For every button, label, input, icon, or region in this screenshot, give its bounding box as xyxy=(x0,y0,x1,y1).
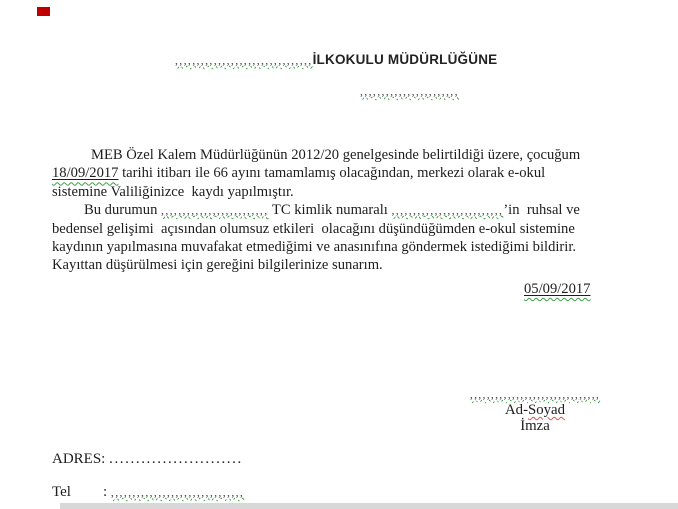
birth-date-text: 18/09/2017 xyxy=(52,165,119,182)
click-location-marker xyxy=(37,7,50,16)
salutation-placeholder-field[interactable]: ,,,,,,,,,,,,,,,,,,,,,,,,,,,,,,,, xyxy=(175,53,313,67)
paragraph2-line1-text-a: Bu durumun xyxy=(84,202,162,219)
signature-name-prefix: Ad- xyxy=(504,402,528,418)
paragraph1-line2-text: tarihi itibarı ile 66 ayını tamamlamış olacağından, merkezi olarak e-okul xyxy=(118,165,546,182)
letter-date xyxy=(524,281,590,298)
signature-line-row xyxy=(451,385,619,403)
address-row xyxy=(52,451,243,468)
phone-row xyxy=(52,484,244,501)
recipient-placeholder-field[interactable]: ,,,,,,,,,,,,,,,,,,,,,,, xyxy=(360,84,459,98)
page-bottom-edge xyxy=(60,503,678,509)
recipient-placeholder-row xyxy=(360,82,459,100)
signature-name-misspelled: Soyad xyxy=(528,402,565,418)
letter-date-text: 05/09/2017 xyxy=(524,281,591,297)
child-name-placeholder-field[interactable]: ,,,,,,,,,,,,,,,,,,,,,,,,,, xyxy=(391,203,504,218)
letter-body[interactable] xyxy=(52,146,604,275)
paragraph1-line3: sistemine Valiliğinizce kaydı yapılmıştır. xyxy=(52,183,294,200)
paragraph2-line2: bedensel gelişimi açısından olumsuz etkileri olacağını düşündüğümden e-okul sistemine xyxy=(52,220,575,237)
paragraph2-line4: Kayıttan düşürülmesi için gereğini bilgilerinize sunarım. xyxy=(52,257,383,274)
paragraph1-line1: MEB Özel Kalem Müdürlüğünün 2012/20 genelgesinde belirtildiği üzere, çocuğum xyxy=(91,147,581,163)
parent-name-placeholder-field[interactable]: ,,,,,,,,,,,,,,,,,,,,,,,,, xyxy=(161,203,269,218)
signature-name-placeholder-field[interactable]: ,,,,,,,,,,,,,,,,,,,,,,,,,,,,,,, xyxy=(469,387,601,401)
signature-name-label xyxy=(451,402,619,418)
tel-label: Tel xyxy=(52,484,71,500)
signature-block xyxy=(451,385,619,434)
paragraph2-line1-text-c: ’in ruhsal ve xyxy=(503,202,580,219)
birth-date-underlined xyxy=(52,165,118,181)
tel-colon: : xyxy=(103,484,111,500)
paragraph1-line2 xyxy=(52,164,604,182)
paragraph2-line3: kaydının yapılmasına muvafakat etmediğimi ve anasınıfına göndermek istediğimi bildirir. xyxy=(52,239,577,256)
tel-placeholder-field[interactable]: ,,,,,,,,,,,,,,,,,,,,,,,,,,,,,,, xyxy=(110,485,245,499)
letter-title: İLKOKULU MÜDÜRLÜĞÜNE xyxy=(312,52,498,67)
letter-heading xyxy=(175,51,497,69)
adres-dotted-field[interactable]: ......................... xyxy=(109,451,243,467)
signature-imza-label: İmza xyxy=(520,418,550,434)
adres-label: ADRES: xyxy=(52,451,110,467)
paragraph2-line1-text-b: TC kimlik numaralı xyxy=(268,202,392,219)
paragraph2-line1 xyxy=(52,201,604,219)
